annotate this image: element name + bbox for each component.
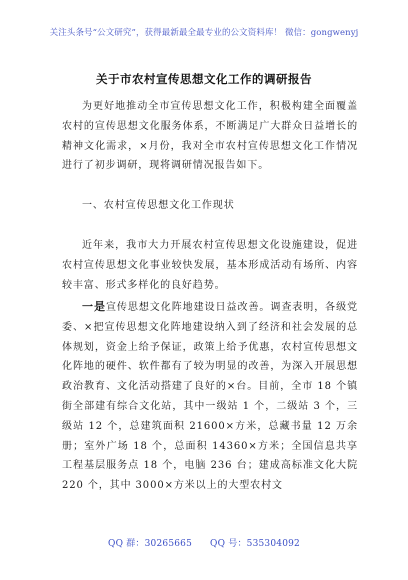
section-heading: 一、农村宣传思想文化工作现状: [82, 200, 235, 211]
point-one-text: 宣传思想文化阵地建设日益改善。调查表明，各级党委、×把宣传思想文化阵地建设纳入到了经济和社会发展的总体规划，资金上给予保证，政策上给予优惠，农村宣传思想文化阵地的硬件、软件都有了较为明显的改善，为深入开展思想政治教育、文化活动搭建了良好的×台。目前，全市 18 个镇街全部建有综合文化站，其中一级站 1 个，二级站 3 个，三级站 12 个，总建筑面积 21600×方米，总藏书量 12 万余册；室外广场 18 个，总面积 14360×方米；全国信息共享工程基层服务点 18 个，电脑 236 台；建成高标准文化大院 220 个，其中 3000×方米以上的大型农村文: [62, 302, 358, 492]
intro-paragraph: 为更好地推动全市宣传思想文化工作，积极构建全面覆盖农村的宣传思想文化服务体系，不断满足广大群众日益增长的精神文化需求，×月份，我对全市农村宣传思想文化工作情况进行了初步调研，现将调研情况报告如下。: [62, 101, 358, 172]
qq-group-number: QQ 群：30265665: [108, 539, 193, 549]
overview-paragraph: 近年来，我市大力开展农村宣传思想文化设施建设，促进农村宣传思想文化事业较快发展，基本形成活动有场所、内容较丰富、形式多样化的良好趋势。: [62, 240, 358, 291]
qq-number: QQ 号：535304092: [210, 539, 300, 549]
footer-contacts: [0, 536, 408, 549]
document-title: 关于市农村宣传思想文化工作的调研报告: [96, 72, 312, 86]
header-promo-note: 关注头条号“公文研究”，获得最新最全最专业的公文资料库！ 微信：gongwenyj: [49, 28, 359, 38]
point-one-paragraph: [62, 297, 358, 496]
point-one-lead: 一是: [82, 300, 106, 313]
